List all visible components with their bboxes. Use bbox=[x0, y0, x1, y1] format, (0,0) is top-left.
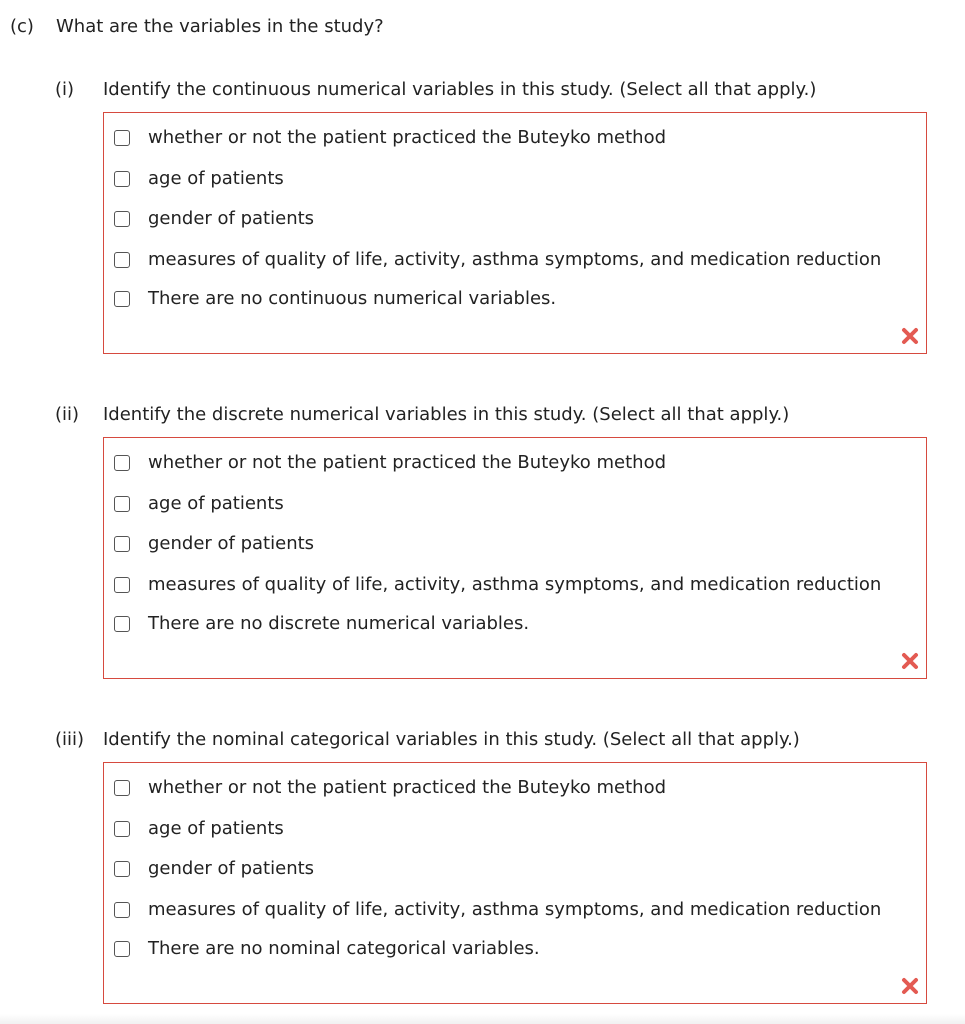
option-label: age of patients bbox=[148, 168, 284, 189]
part-prompt bbox=[55, 727, 800, 753]
checkbox[interactable] bbox=[114, 211, 130, 227]
option-none[interactable] bbox=[114, 936, 540, 962]
option-label: age of patients bbox=[148, 818, 284, 839]
checkbox[interactable] bbox=[114, 536, 130, 552]
checkbox[interactable] bbox=[114, 616, 130, 632]
option-label: There are no discrete numerical variables. bbox=[148, 613, 530, 634]
part-label: (iii) bbox=[55, 729, 85, 750]
option-label: gender of patients bbox=[148, 858, 315, 879]
option-label: whether or not the patient practiced the Buteyko method bbox=[148, 452, 667, 473]
option-buteyko-method[interactable] bbox=[114, 450, 666, 476]
option-buteyko-method[interactable] bbox=[114, 125, 666, 151]
option-label: measures of quality of life, activity, asthma symptoms, and medication reduction bbox=[148, 899, 882, 920]
question-label: (c) bbox=[10, 16, 34, 37]
option-quality-measures[interactable] bbox=[114, 247, 881, 273]
part-prompt bbox=[55, 77, 816, 103]
part-label: (ii) bbox=[55, 404, 80, 425]
option-label: age of patients bbox=[148, 493, 284, 514]
incorrect-x-icon bbox=[901, 652, 919, 670]
part-prompt-text: Identify the continuous numerical variables in this study. (Select all that apply.) bbox=[103, 79, 817, 100]
option-label: whether or not the patient practiced the Buteyko method bbox=[148, 127, 667, 148]
answer-box bbox=[103, 437, 927, 679]
incorrect-x-icon bbox=[901, 327, 919, 345]
option-label: whether or not the patient practiced the Buteyko method bbox=[148, 777, 667, 798]
option-none[interactable] bbox=[114, 611, 529, 637]
checkbox[interactable] bbox=[114, 902, 130, 918]
option-buteyko-method[interactable] bbox=[114, 775, 666, 801]
checkbox[interactable] bbox=[114, 291, 130, 307]
checkbox[interactable] bbox=[114, 252, 130, 268]
checkbox[interactable] bbox=[114, 780, 130, 796]
answer-box bbox=[103, 762, 927, 1004]
incorrect-x-icon bbox=[901, 977, 919, 995]
option-none[interactable] bbox=[114, 286, 556, 312]
option-quality-measures[interactable] bbox=[114, 897, 881, 923]
part-label: (i) bbox=[55, 79, 75, 100]
option-label: gender of patients bbox=[148, 208, 315, 229]
checkbox[interactable] bbox=[114, 821, 130, 837]
bottom-shade bbox=[0, 1014, 965, 1024]
option-gender[interactable] bbox=[114, 206, 314, 232]
checkbox[interactable] bbox=[114, 861, 130, 877]
checkbox[interactable] bbox=[114, 130, 130, 146]
checkbox[interactable] bbox=[114, 455, 130, 471]
checkbox[interactable] bbox=[114, 171, 130, 187]
option-label: measures of quality of life, activity, asthma symptoms, and medication reduction bbox=[148, 574, 882, 595]
checkbox[interactable] bbox=[114, 496, 130, 512]
part-prompt bbox=[55, 402, 789, 428]
option-age[interactable] bbox=[114, 816, 284, 842]
checkbox[interactable] bbox=[114, 941, 130, 957]
checkbox[interactable] bbox=[114, 577, 130, 593]
option-gender[interactable] bbox=[114, 531, 314, 557]
question-text: What are the variables in the study? bbox=[56, 16, 384, 37]
question-heading bbox=[10, 14, 384, 40]
option-label: There are no nominal categorical variables. bbox=[148, 938, 540, 959]
option-age[interactable] bbox=[114, 491, 284, 517]
option-age[interactable] bbox=[114, 166, 284, 192]
answer-box bbox=[103, 112, 927, 354]
part-prompt-text: Identify the discrete numerical variables in this study. (Select all that apply.) bbox=[103, 404, 790, 425]
option-label: measures of quality of life, activity, asthma symptoms, and medication reduction bbox=[148, 249, 882, 270]
option-quality-measures[interactable] bbox=[114, 572, 881, 598]
option-gender[interactable] bbox=[114, 856, 314, 882]
part-prompt-text: Identify the nominal categorical variables in this study. (Select all that apply.) bbox=[103, 729, 800, 750]
option-label: gender of patients bbox=[148, 533, 315, 554]
option-label: There are no continuous numerical variables. bbox=[148, 288, 557, 309]
